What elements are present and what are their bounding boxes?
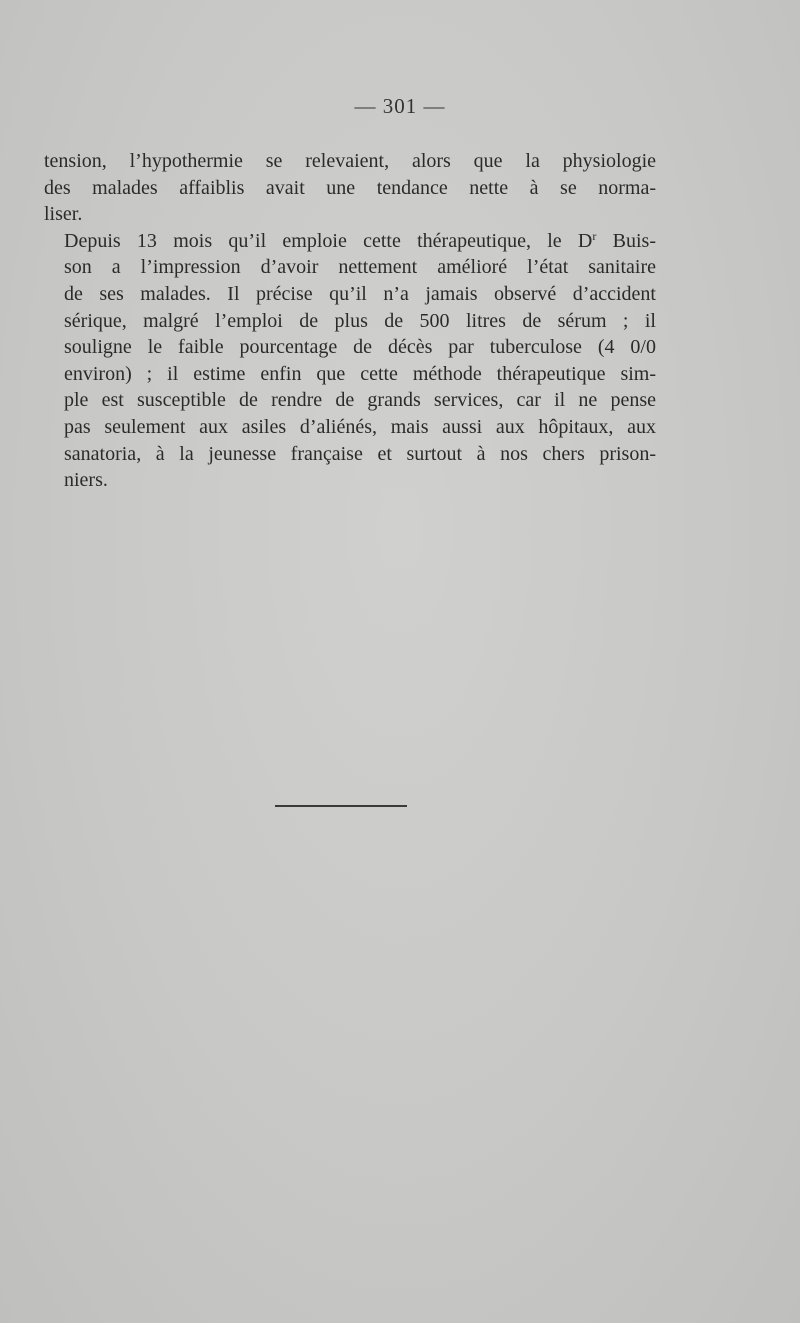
body-text xyxy=(44,148,656,494)
text-line xyxy=(44,228,656,255)
text-line: tension, l’hypothermie se relevaient, alors que la physiologie xyxy=(44,150,656,172)
text-line: liser. xyxy=(44,203,83,226)
text-line: sérique, malgré l’emploi de plus de 500 litres de sérum ; il xyxy=(64,309,656,332)
text-line-end: Buis- xyxy=(596,229,657,252)
paragraph-1 xyxy=(44,148,656,228)
paragraph-2 xyxy=(44,228,656,494)
text-line: des malades affaiblis avait une tendance nette à se norma- xyxy=(44,176,656,199)
text-line: niers. xyxy=(64,469,108,492)
text-line: sanatoria, à la jeunesse française et surtout à nos chers prison- xyxy=(64,442,656,465)
text-line: pas seulement aux asiles d’aliénés, mais aussi aux hôpitaux, aux xyxy=(64,415,656,438)
text-line: son a l’impression d’avoir nettement amélioré l’état sanitaire xyxy=(64,256,656,279)
page-number: — 301 — xyxy=(354,94,446,118)
text-line: souligne le faible pourcentage de décès par tuberculose (4 0/0 xyxy=(64,336,656,359)
text-line: ple est susceptible de rendre de grands services, car il ne pense xyxy=(64,389,656,412)
text-line-start: Depuis 13 mois qu’il emploie cette thérapeutique, le D xyxy=(64,229,593,252)
text-line: de ses malades. Il précise qu’il n’a jamais observé d’accident xyxy=(64,282,656,305)
superscript-r: r xyxy=(592,228,597,243)
section-divider-rule xyxy=(275,805,407,807)
text-line: environ) ; il estime enfin que cette méthode thérapeutique sim- xyxy=(64,362,656,385)
